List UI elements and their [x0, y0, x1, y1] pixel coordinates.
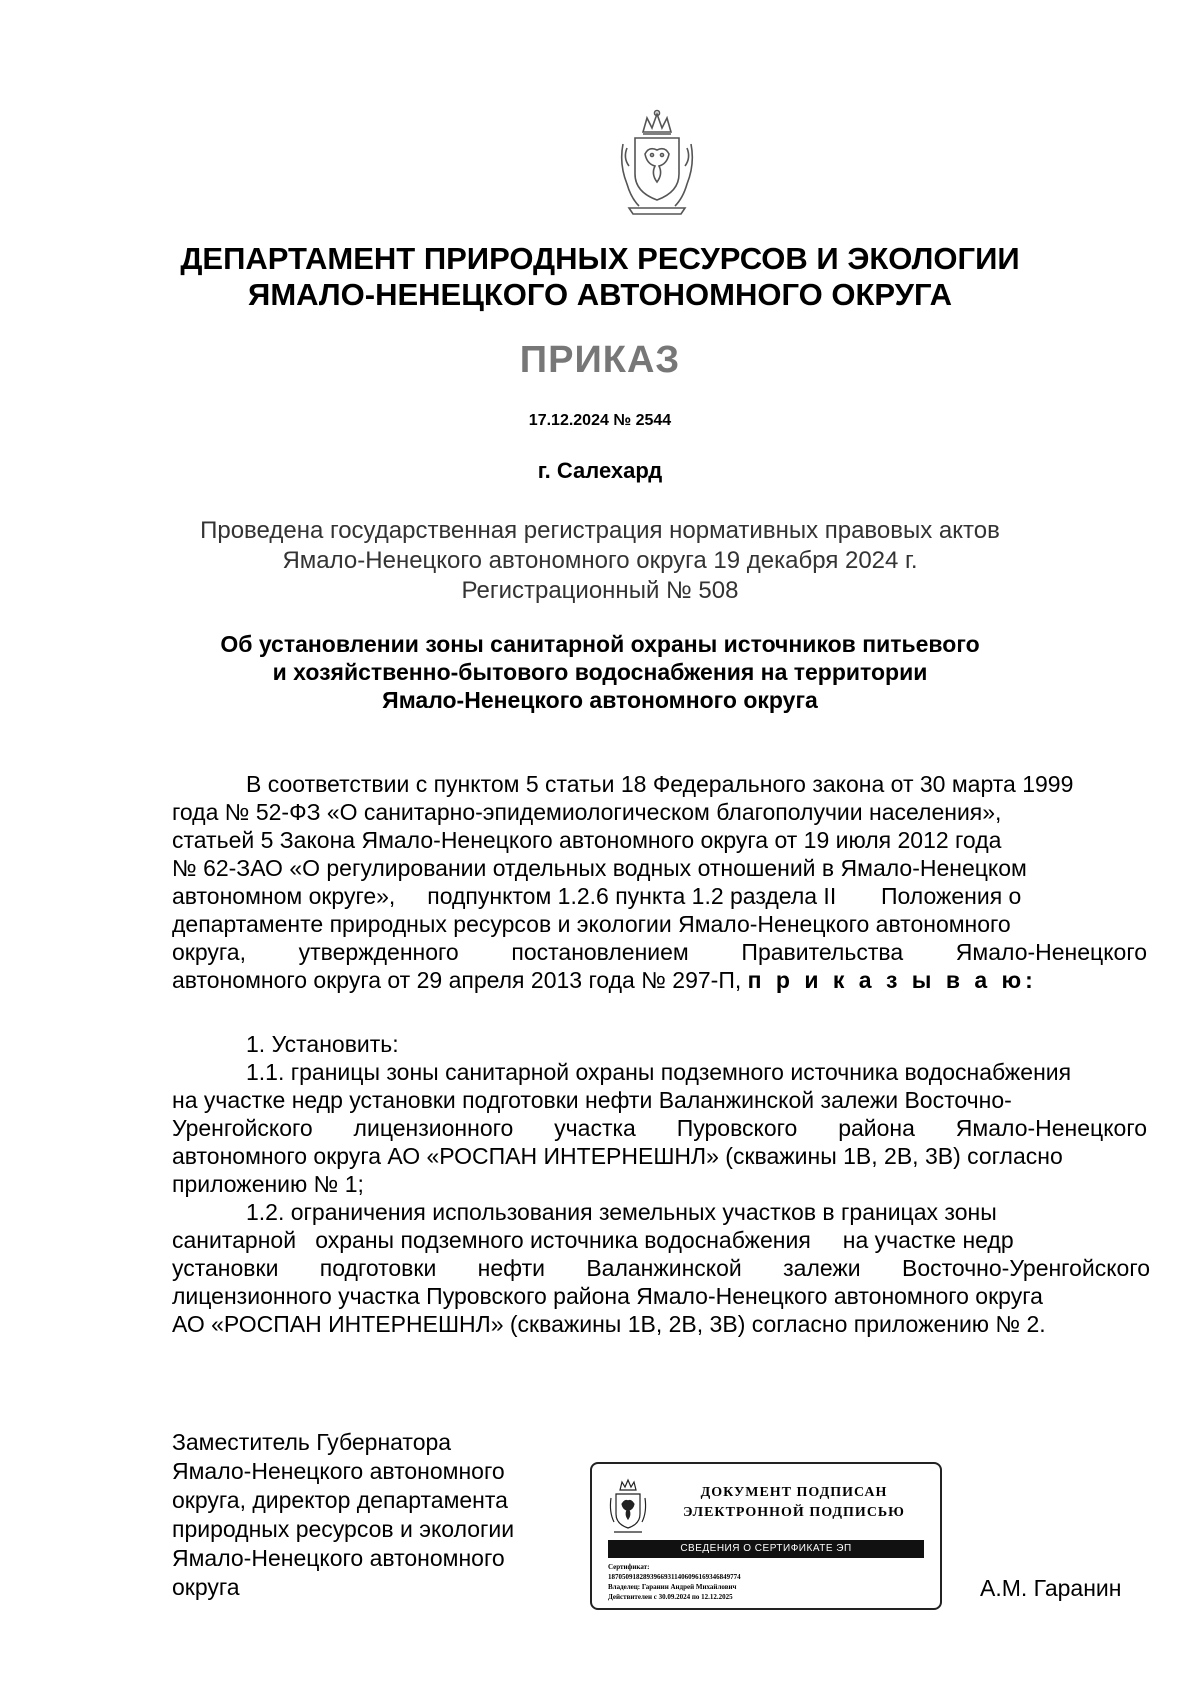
item-1-2-line: санитарной охраны подземного источника водоснабжения на участке недр: [172, 1227, 1014, 1253]
stamp-owner: Владелец: Гаранин Андрей Михайлович: [608, 1583, 737, 1591]
preamble-line: В соответствии с пунктом 5 статьи 18 Федерального закона от 30 марта 1999: [246, 771, 1074, 797]
registration-line-3: Регистрационный № 508: [461, 577, 739, 604]
item-1-1-line: приложению № 1;: [172, 1171, 364, 1197]
item-1-1-line: Уренгойского лицензионного участка Пуровского района Ямало-Ненецкого: [172, 1115, 1147, 1141]
stamp-title-line-2: ЭЛЕКТРОННОЙ ПОДПИСЬЮ: [683, 1505, 905, 1520]
preamble-line: автономном округе», подпунктом 1.2.6 пункта 1.2 раздела II Положения о: [172, 883, 1022, 909]
signer-position-line: природных ресурсов и экологии: [172, 1516, 515, 1542]
subject-line-1: Об установлении зоны санитарной охраны источников питьевого: [220, 631, 980, 657]
signer-position-line: Ямало-Ненецкого автономного: [172, 1458, 505, 1484]
signer-position-line: округа, директор департамента: [172, 1487, 508, 1513]
subject-line-3: Ямало-Ненецкого автономного округа: [382, 687, 818, 713]
preamble-line: округа, утвержденного постановлением Правительства Ямало-Ненецкого: [172, 939, 1147, 965]
preamble-line: года № 52-ФЗ «О санитарно-эпидемиологическом благополучии населения»,: [172, 799, 1002, 825]
coat-of-arms-icon: [619, 108, 695, 218]
item-1: 1. Установить:: [246, 1031, 399, 1057]
organization-name-line-2: ЯМАЛО-НЕНЕЦКОГО АВТОНОМНОГО ОКРУГА: [248, 277, 952, 312]
item-1-1-line: на участке недр установки подготовки нефти Валанжинской залежи Восточно-: [172, 1087, 1012, 1113]
signer-position-line: Ямало-Ненецкого автономного: [172, 1545, 505, 1571]
item-1-1-line: 1.1. границы зоны санитарной охраны подземного источника водоснабжения: [246, 1059, 1072, 1085]
order-word: п р и к а з ы в а ю:: [747, 967, 1037, 993]
stamp-certificate-header: СВЕДЕНИЯ О СЕРТИФИКАТЕ ЭП: [608, 1540, 924, 1558]
electronic-signature-stamp: [590, 1462, 942, 1610]
signer-position-line: округа: [172, 1574, 240, 1600]
item-1-2-line: 1.2. ограничения использования земельных участков в границах зоны: [246, 1199, 997, 1225]
preamble-line: [172, 966, 1190, 994]
item-1-1-line: автономного округа АО «РОСПАН ИНТЕРНЕШНЛ» (скважины 1В, 2В, 3В) согласно: [172, 1143, 1063, 1169]
document-type: ПРИКАЗ: [519, 339, 681, 381]
stamp-validity: Действителен с 30.09.2024 по 12.12.2025: [608, 1593, 733, 1601]
preamble-text: автономного округа от 29 апреля 2013 года № 297-П,: [172, 967, 742, 993]
signer-name: А.М. Гаранин: [980, 1575, 1122, 1601]
organization-name-line-1: ДЕПАРТАМЕНТ ПРИРОДНЫХ РЕСУРСОВ И ЭКОЛОГИИ: [180, 241, 1020, 276]
stamp-certificate-label: Сертификат:: [608, 1563, 650, 1571]
item-1-2-line: лицензионного участка Пуровского района Ямало-Ненецкого автономного округа: [172, 1283, 1043, 1309]
registration-line-2: Ямало-Ненецкого автономного округа 19 декабря 2024 г.: [282, 547, 918, 574]
registration-line-1: Проведена государственная регистрация нормативных правовых актов: [200, 517, 1000, 544]
item-1-2-line: установки подготовки нефти Валанжинской залежи Восточно-Уренгойского: [172, 1255, 1150, 1281]
document-date-number: 17.12.2024 № 2544: [528, 412, 672, 429]
stamp-certificate-number: 1870509182893966931140609616934684977​4: [608, 1573, 741, 1581]
document-place: г. Салехард: [537, 458, 663, 483]
signer-position-line: Заместитель Губернатора: [172, 1429, 452, 1455]
preamble-line: статьей 5 Закона Ямало-Ненецкого автономного округа от 19 июля 2012 года: [172, 827, 1002, 853]
stamp-title-line-1: ДОКУМЕНТ ПОДПИСАН: [700, 1485, 888, 1500]
preamble-line: департаменте природных ресурсов и экологии Ямало-Ненецкого автономного: [172, 911, 1011, 937]
stamp-coat-of-arms-icon: [608, 1478, 648, 1536]
item-1-2-line: АО «РОСПАН ИНТЕРНЕШНЛ» (скважины 1В, 2В, 3В) согласно приложению № 2.: [172, 1311, 1046, 1337]
subject-line-2: и хозяйственно-бытового водоснабжения на территории: [272, 659, 928, 685]
preamble-line: № 62-ЗАО «О регулировании отдельных водных отношений в Ямало-Ненецком: [172, 855, 1027, 881]
